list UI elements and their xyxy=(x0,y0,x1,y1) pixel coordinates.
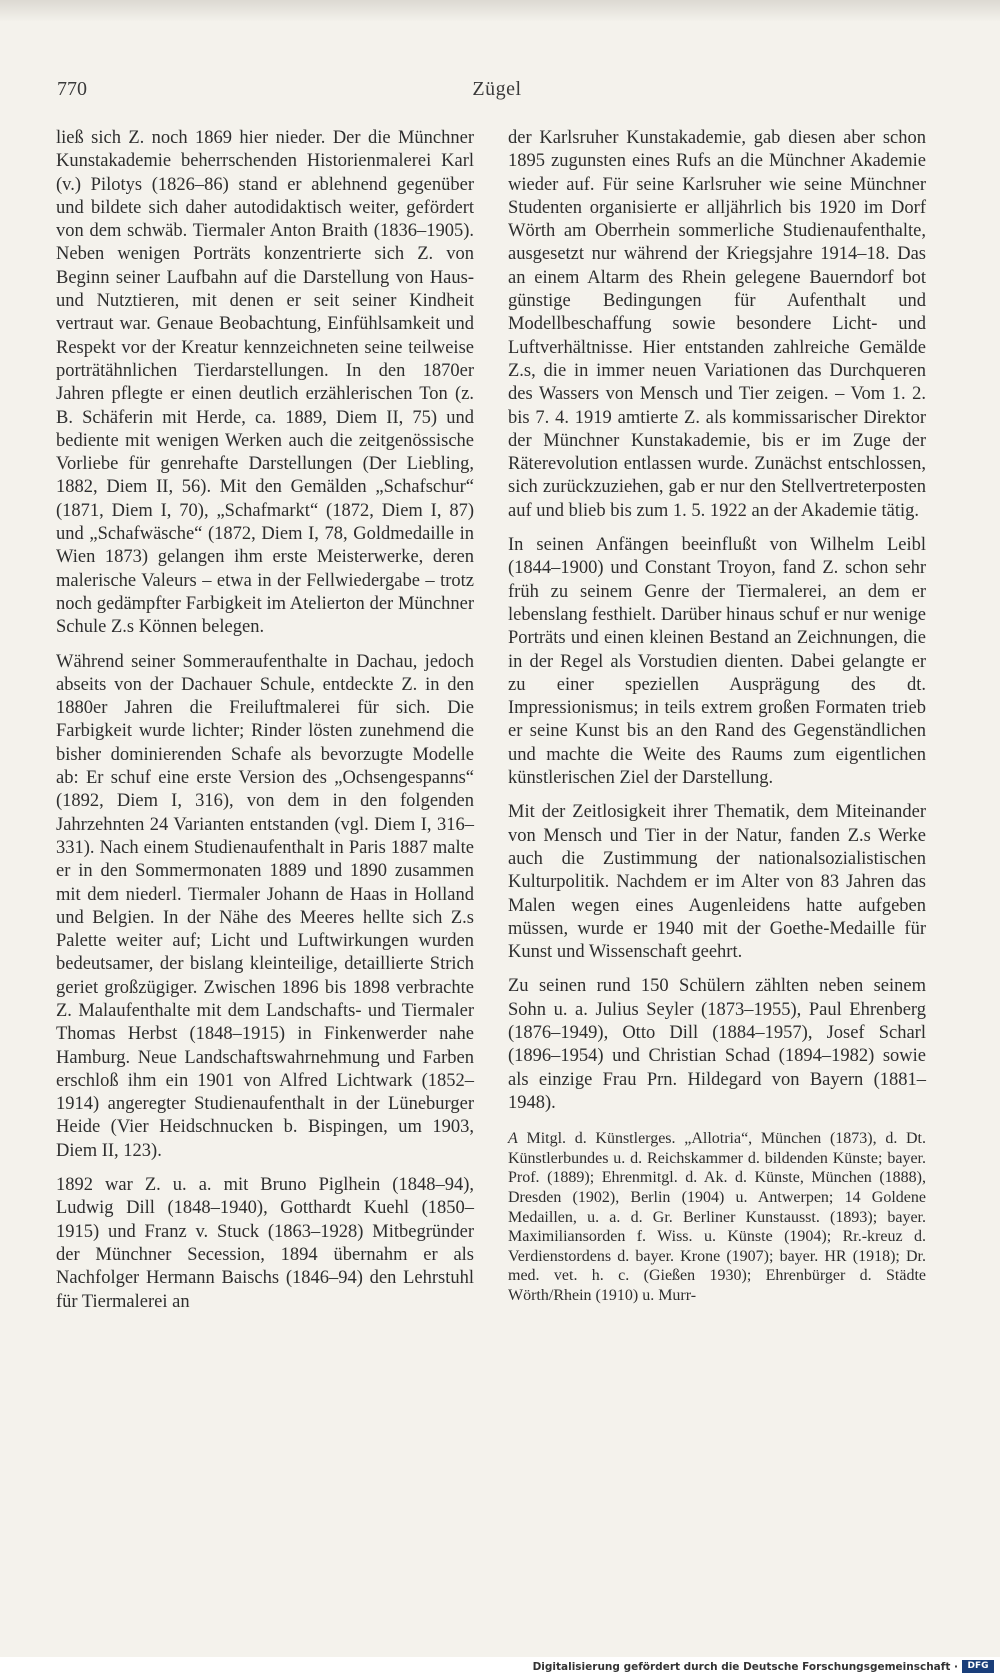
paragraph: ließ sich Z. noch 1869 hier nieder. Der die Münchner Kunstakademie beherrschenden Historienmalerei Karl (v.) Pilotys (1826–86) stand er ablehnend gegenüber und bildete sich daher autodidaktisch weiter, gefördert von dem schwäb. Tiermaler Anton Braith (1836–1905). Neben wenigen Porträts konzentrierte sich Z. von Beginn seiner Laufbahn auf die Darstellung von Haus- und Nutztieren, mit denen er seit seiner Kindheit vertraut war. Genaue Beobachtung, Einfühlsamkeit und Respekt vor der Kreatur kennzeichneten seine teilweise porträtähnlichen Tierdarstellungen. In den 1870er Jahren pflegte er einen deutlich erzählerischen Ton (z. B. Schäferin mit Herde, ca. 1889, Diem II, 75) und bediente mit wenigen Werken auch die zeitgenössische Vorliebe für genrehafte Darstellungen (Der Liebling, 1882, Diem II, 56). Mit den Gemälden „Schafschur“ (1871, Diem I, 70), „Schafmarkt“ (1872, Diem I, 87) und „Schafwäsche“ (1872, Diem I, 78, Goldmedaille in Wien 1873) gelangen ihm erste Meisterwerke, deren malerische Valeurs – etwa in der Fellwiedergabe – trotz noch gedämpfter Farbigkeit im Atelierton der Münchner Schule Z.s Können belegen. xyxy=(56,128,474,638)
scan-edge-shadow xyxy=(0,0,1000,22)
dfg-logo: DFG xyxy=(962,1660,994,1673)
paragraph: Zu seinen rund 150 Schülern zählten neben seinem Sohn u. a. Julius Seyler (1873–1955), Paul Ehrenberg (1876–1949), Otto Dill (1884–1957), Josef Scharl (1896–1954) und Christian Schad (1894–1982) sowie als einzige Frau Prn. Hildegard von Bayern (1881–1948). xyxy=(508,976,926,1113)
paragraph: Mit der Zeitlosigkeit ihrer Thematik, dem Miteinander von Mensch und Tier in der Natur, fanden Z.s Werke auch die Zustimmung der nationalsozialistischen Kulturpolitik. Nachdem er im Alter von 83 Jahren das Malen wegen eines Augenleidens hatte aufgeben müssen, wurde er 1940 mit der Goethe-Medaille für Kunst und Wissenschaft geehrt. xyxy=(508,802,926,963)
paragraph: In seinen Anfängen beeinflußt von Wilhelm Leibl (1844–1900) und Constant Troyon, fand Z. schon sehr früh zu seinem Genre der Tiermalerei, an dem er lebenslang festhielt. Darüber hinaus schuf er nur wenige Porträts und einen kleinen Bestand an Zeichnungen, die in der Regel als Vorstudien dienten. Dabei gelangte er zu einer speziellen Ausprägung des dt. Impressionismus; in teils extrem großen Formaten trieb er seine Kunst bis an den Rand des Gegenständlichen und machte die Weite des Raums zum eigentlichen künstlerischen Ziel der Darstellung. xyxy=(508,535,926,789)
running-title: Zügel xyxy=(472,78,522,100)
right-column xyxy=(508,127,926,1317)
paragraph: der Karlsruher Kunstakademie, gab diesen aber schon 1895 zugunsten eines Rufs an die Münchner Akademie wieder auf. Für seine Karlsruher wie seine Münchner Studenten organisierte er alljährlich bis 1920 im Dorf Wörth am Oberrhein sommerliche Studienaufenthalte, ausgesetzt nur während der Kriegsjahre 1914–18. Das an einem Altarm des Rhein gelegene Bauerndorf bot günstige Bedingungen für Aufenthalt und Modellbeschaffung sowie besondere Licht- und Luftverhältnisse. Hier entstanden zahlreiche Gemälde Z.s, die in immer neuen Variationen das Durchqueren des Wassers von Mensch und Tier zeigen. – Vom 1. 2. bis 7. 4. 1919 amtierte Z. als kommissarischer Direktor der Münchner Kunstakademie, bis er im Zuge der Räterevolution entlassen wurde. Zunächst entschlossen, sich zurückzuziehen, gab er nur den Stellvertreterposten auf und blieb bis zum 1. 5. 1922 an der Akademie tätig. xyxy=(508,128,926,521)
awards-text: Mitgl. d. Künstlerges. „Allotria“, München (1873), d. Dt. Künstlerbundes u. d. Reichskammer d. bildenden Künste; bayer. Prof. (1889); Ehrenmitgl. d. Ak. d. Künste, München (1888), Dresden (1902), Berlin (1904) u. Antwerpen; 14 Goldene Medaillen, u. a. d. Gr. Berliner Kunstausst. (1893); bayer. Maximiliansorden f. Wiss. u. Künste (1904); Rr.-kreuz d. Verdienstordens d. bayer. Krone (1907); bayer. HR (1918); Dr. med. vet. h. c. (Gießen 1930); Ehrenbürger d. Städte Wörth/Rhein (1910) u. Murr- xyxy=(508,1130,926,1304)
paragraph: 1892 war Z. u. a. mit Bruno Piglhein (1848–94), Ludwig Dill (1848–1940), Gotthardt Kuehl (1850–1915) und Franz v. Stuck (1863–1928) Mitbegründer der Münchner Secession, 1894 übernahm er als Nachfolger Hermann Baischs (1846–94) den Lehrstuhl für Tiermalerei an xyxy=(56,1175,474,1312)
footer-bar xyxy=(0,1657,1000,1675)
paragraph: Während seiner Sommeraufenthalte in Dachau, jedoch abseits von der Dachauer Schule, entdeckte Z. in den 1880er Jahren die Freiluftmalerei für sich. Die Farbigkeit wurde lichter; Rinder lösten zunehmend die bisher dominierenden Schafe als bevorzugte Modelle ab: Er schuf eine erste Version des „Ochsengespanns“ (1892, Diem I, 316), von dem in den folgenden Jahrzehnten 24 Varianten entstanden (vgl. Diem I, 316–331). Nach einem Studienaufenthalt in Paris 1887 malte er in den Sommermonaten 1889 und 1890 zusammen mit dem niederl. Tiermaler Johann de Haas in Holland und Belgien. In der Nähe des Meeres hellte sich Z.s Palette weiter auf; Licht und Luftwirkungen wurden bedeutsamer, der bislang kleinteilige, detaillierte Strich geriet großzügiger. Zwischen 1896 bis 1898 verbrachte Z. Malaufenthalte mit dem Landschafts- und Tiermaler Thomas Herbst (1848–1915) in Finkenwerder nahe Hamburg. Neue Landschaftswahrnehmung und Farben erschloß ihm ein 1901 von Alfred Lichtwark (1852–1914) angeregter Studienaufenthalt in der Lüneburger Heide (Vier Heidschnucken b. Bispingen, um 1903, Diem II, 123). xyxy=(56,651,474,1161)
page-number: 770 xyxy=(57,78,87,100)
page-header xyxy=(57,78,937,104)
awards-marker: A xyxy=(508,1130,518,1148)
digitization-note: Digitalisierung gefördert durch die Deutsche Forschungsgemeinschaft · xyxy=(532,1661,958,1673)
awards-section xyxy=(508,1129,926,1305)
left-column xyxy=(56,127,474,1325)
